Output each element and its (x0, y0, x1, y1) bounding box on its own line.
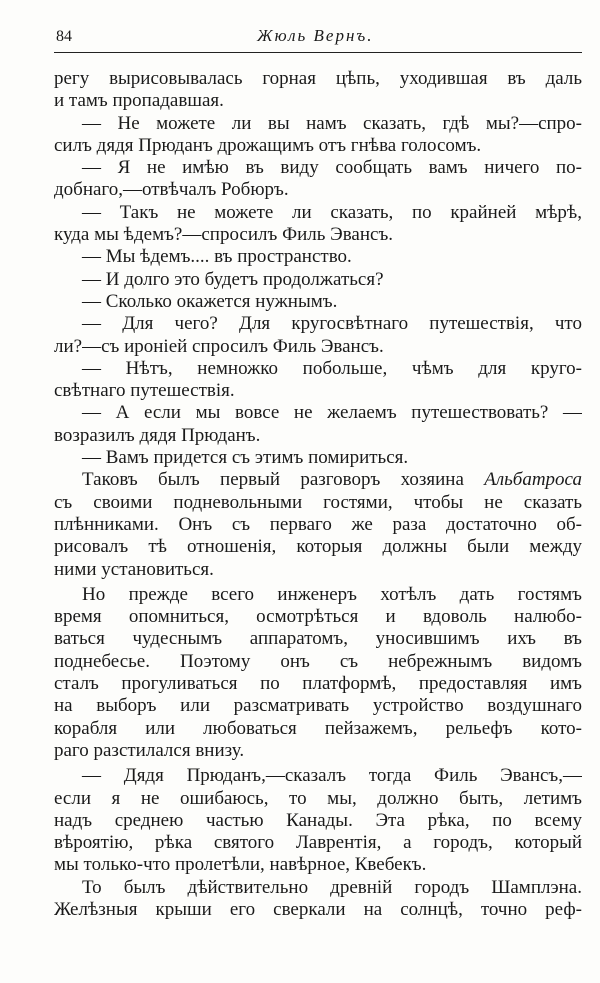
text-line: — Не можете ли вы намъ сказать, гдѣ мы?—спро- (82, 112, 582, 134)
text-line: сталъ прогуливаться по платформѣ, предоставляя имъ (54, 673, 582, 695)
text-line: съ своими подневольными гостями, чтобы не сказать (54, 491, 582, 513)
text-line: — Нѣтъ, немножко побольше, чѣмъ для круго- (82, 357, 582, 379)
text-line: плѣнниками. Онъ съ перваго же раза достаточно об- (54, 513, 582, 535)
text-line: Желѣзныя крыши его сверкали на солнцѣ, точно реф- (54, 898, 582, 920)
text-line: возразилъ дядя Прюданъ. (54, 424, 261, 446)
text-line: — Вамъ придется съ этимъ помириться. (82, 447, 409, 469)
text-line: — А если мы вовсе не желаемъ путешествовать? — (82, 402, 582, 424)
text-line: — Сколько окажется нужнымъ. (82, 290, 338, 312)
text-line: и тамъ пропадавшая. (54, 90, 224, 112)
text-line: — Такъ не можете ли сказать, по крайней мѣрѣ, (82, 201, 582, 223)
text-line: — Для чего? Для кругосвѣтнаго путешествія, что (82, 313, 582, 335)
text-line: регу вырисовывалась горная цѣпь, уходившая въ даль (54, 68, 582, 89)
text-line: надъ среднею частью Канады. Эта рѣка, по всему (54, 809, 582, 831)
text-line: — Мы ѣдемъ.... въ пространство. (82, 246, 352, 268)
text-line (54, 469, 582, 491)
text-line: время опомниться, осмотрѣться и вдоволь налюбо- (54, 606, 582, 628)
text-line: корабля или любоваться пейзажемъ, рельефъ кото- (54, 717, 582, 739)
text-line: — Я не имѣю въ виду сообщать вамъ ничего по- (82, 157, 582, 179)
text-line: мы только-что пролетѣли, навѣрное, Квебекъ. (54, 854, 427, 876)
text-line: поднебесье. Поэтому онъ съ небрежнымъ видомъ (54, 650, 582, 672)
text-line: добнаго,—отвѣчалъ Робюръ. (54, 179, 289, 201)
text-line: куда мы ѣдемъ?—спросилъ Филь Эвансъ. (54, 224, 394, 246)
text-line: То былъ дѣйствительно древній городъ Шамплэна. (82, 876, 582, 898)
text-line: свѣтнаго путешествія. (54, 380, 235, 402)
text-line: ними установиться. (54, 558, 214, 580)
text-body (54, 68, 582, 921)
page-number: 84 (56, 28, 72, 45)
text-line: вѣроятію, рѣка святого Лаврентія, а городъ, который (54, 832, 582, 854)
text-line: рисовалъ тѣ отношенія, которыя должны были между (54, 536, 582, 558)
text-fragment: Таковъ былъ первый разговоръ хозяина (82, 469, 464, 491)
running-head: Жюль Вернъ. (257, 26, 374, 45)
header-rule (54, 52, 582, 53)
text-line: раго разстилался внизу. (54, 739, 245, 761)
text-line: — Дядя Прюданъ,—сказалъ тогда Филь Эвансъ,— (82, 765, 582, 787)
text-line: ли?—съ ироніей спросилъ Филь Эвансъ. (54, 335, 384, 357)
text-line: если я не ошибаюсь, то мы, должно быть, летимъ (54, 787, 582, 809)
ship-name: Альбатроса (484, 469, 582, 491)
text-line: — И долго это будетъ продолжаться? (82, 268, 384, 290)
text-line: Но прежде всего инженеръ хотѣлъ дать гостямъ (82, 583, 582, 605)
text-line: на выборъ или разсматривать устройство воздушнаго (54, 695, 582, 717)
page-header (52, 24, 582, 46)
text-line: ваться чудеснымъ аппаратомъ, уносившимъ ихъ въ (54, 628, 582, 650)
text-line: силъ дядя Прюданъ дрожащимъ отъ гнѣва голосомъ. (54, 134, 482, 156)
